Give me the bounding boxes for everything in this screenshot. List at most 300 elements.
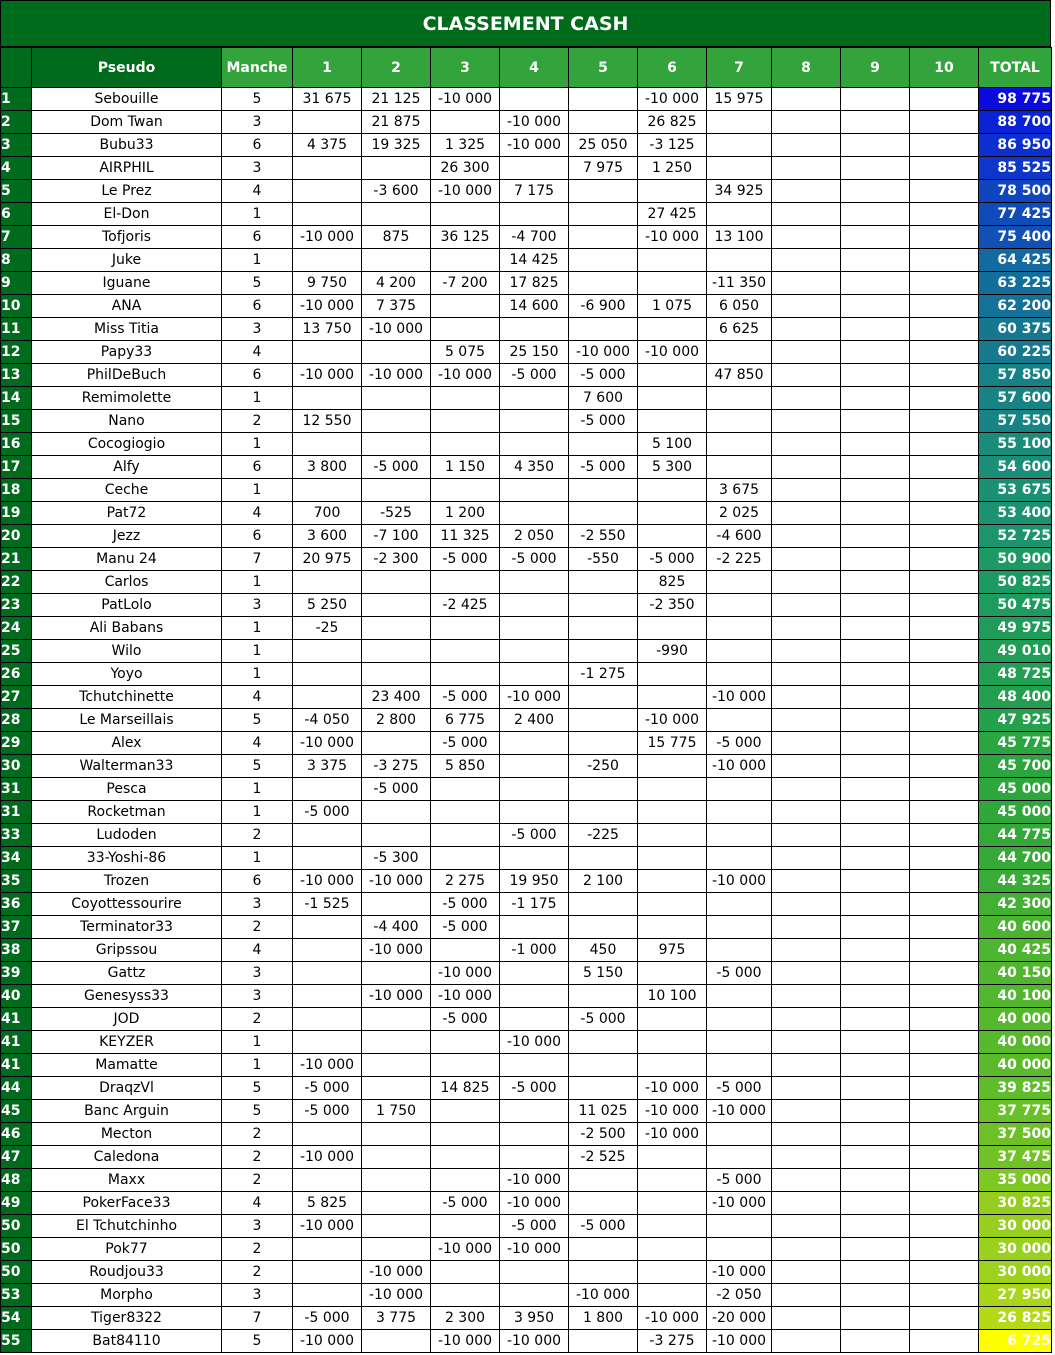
score-cell (569, 88, 638, 111)
score-cell: -5 000 (569, 364, 638, 387)
score-cell (910, 88, 979, 111)
total-cell: 45 775 (979, 732, 1052, 755)
score-cell (569, 686, 638, 709)
pseudo-cell: Terminator33 (32, 916, 222, 939)
table-row (1, 88, 1052, 111)
score-cell (772, 916, 841, 939)
table-row (1, 479, 1052, 502)
rank-cell: 41 (1, 1054, 32, 1077)
score-cell (431, 479, 500, 502)
score-cell (500, 410, 569, 433)
score-cell (362, 571, 431, 594)
round-header: 1 (293, 48, 362, 88)
score-cell (910, 709, 979, 732)
score-cell (841, 594, 910, 617)
manche-cell: 1 (222, 203, 293, 226)
score-cell (841, 916, 910, 939)
table-row (1, 640, 1052, 663)
score-cell: -10 000 (500, 1169, 569, 1192)
score-cell: 34 925 (707, 180, 772, 203)
rank-cell: 45 (1, 1100, 32, 1123)
pseudo-cell: Alfy (32, 456, 222, 479)
score-cell (772, 893, 841, 916)
score-cell (841, 1031, 910, 1054)
score-cell (910, 962, 979, 985)
score-cell (638, 1192, 707, 1215)
score-cell: -10 000 (500, 1238, 569, 1261)
score-cell (772, 709, 841, 732)
score-cell (841, 364, 910, 387)
table-row (1, 1330, 1052, 1353)
score-cell: -10 000 (638, 88, 707, 111)
score-cell: 25 050 (569, 134, 638, 157)
score-cell (569, 1077, 638, 1100)
score-cell (638, 617, 707, 640)
score-cell (841, 111, 910, 134)
score-cell: -2 225 (707, 548, 772, 571)
table-row (1, 1192, 1052, 1215)
score-cell (841, 1238, 910, 1261)
total-cell: 57 550 (979, 410, 1052, 433)
score-cell (772, 1100, 841, 1123)
rank-cell: 55 (1, 1330, 32, 1353)
score-cell: 4 350 (500, 456, 569, 479)
total-cell: 45 000 (979, 801, 1052, 824)
score-cell: 2 800 (362, 709, 431, 732)
pseudo-cell: Ludoden (32, 824, 222, 847)
table-row (1, 525, 1052, 548)
score-cell: -5 000 (569, 410, 638, 433)
rank-cell: 14 (1, 387, 32, 410)
score-cell (569, 1261, 638, 1284)
score-cell: 7 600 (569, 387, 638, 410)
manche-cell: 3 (222, 1284, 293, 1307)
score-cell (841, 502, 910, 525)
score-cell: 2 025 (707, 502, 772, 525)
manche-cell: 6 (222, 456, 293, 479)
pseudo-cell: Tiger8322 (32, 1307, 222, 1330)
total-cell: 50 475 (979, 594, 1052, 617)
score-cell (841, 479, 910, 502)
score-cell: -550 (569, 548, 638, 571)
score-cell (500, 1054, 569, 1077)
score-cell: 825 (638, 571, 707, 594)
manche-cell: 2 (222, 916, 293, 939)
score-cell (841, 456, 910, 479)
score-cell (841, 134, 910, 157)
score-cell (772, 1008, 841, 1031)
score-cell (841, 985, 910, 1008)
pseudo-cell: Pok77 (32, 1238, 222, 1261)
score-cell: -3 600 (362, 180, 431, 203)
table-row (1, 1031, 1052, 1054)
score-cell (500, 1284, 569, 1307)
score-cell (910, 249, 979, 272)
score-cell: 21 875 (362, 111, 431, 134)
score-cell (841, 318, 910, 341)
manche-cell: 5 (222, 1330, 293, 1353)
manche-cell: 4 (222, 939, 293, 962)
score-cell: -10 000 (431, 1330, 500, 1353)
score-cell (362, 640, 431, 663)
score-cell (638, 1054, 707, 1077)
score-cell (293, 663, 362, 686)
total-cell: 6 725 (979, 1330, 1052, 1353)
score-cell (431, 1031, 500, 1054)
score-cell (431, 1100, 500, 1123)
score-cell (362, 1169, 431, 1192)
pseudo-cell: Caledona (32, 1146, 222, 1169)
score-cell: 19 325 (362, 134, 431, 157)
score-cell (841, 939, 910, 962)
total-cell: 88 700 (979, 111, 1052, 134)
pseudo-cell: JOD (32, 1008, 222, 1031)
score-cell: -10 000 (293, 1054, 362, 1077)
score-cell (841, 663, 910, 686)
score-cell: -2 300 (362, 548, 431, 571)
score-cell (362, 249, 431, 272)
table-row (1, 939, 1052, 962)
manche-cell: 6 (222, 295, 293, 318)
score-cell: -10 000 (500, 111, 569, 134)
score-cell (910, 134, 979, 157)
score-cell (362, 1238, 431, 1261)
manche-cell: 4 (222, 502, 293, 525)
score-cell (362, 203, 431, 226)
score-cell (707, 916, 772, 939)
manche-cell: 1 (222, 479, 293, 502)
pseudo-cell: Bat84110 (32, 1330, 222, 1353)
score-cell (772, 571, 841, 594)
table-row (1, 1261, 1052, 1284)
score-cell: -5 300 (362, 847, 431, 870)
total-cell: 30 000 (979, 1238, 1052, 1261)
score-cell (500, 1261, 569, 1284)
score-cell (431, 433, 500, 456)
score-cell (772, 1261, 841, 1284)
score-cell (841, 1123, 910, 1146)
score-cell (638, 755, 707, 778)
score-cell (841, 295, 910, 318)
pseudo-cell: Maxx (32, 1169, 222, 1192)
score-cell (569, 318, 638, 341)
score-cell (772, 502, 841, 525)
score-cell (362, 1077, 431, 1100)
score-cell: -10 000 (293, 295, 362, 318)
score-cell (500, 847, 569, 870)
score-cell: -10 000 (569, 1284, 638, 1307)
score-cell (707, 134, 772, 157)
score-cell (362, 801, 431, 824)
score-cell: 6 775 (431, 709, 500, 732)
score-cell (910, 272, 979, 295)
score-cell: -5 000 (362, 456, 431, 479)
score-cell: -5 000 (500, 824, 569, 847)
score-cell (431, 778, 500, 801)
manche-cell: 4 (222, 686, 293, 709)
manche-cell: 1 (222, 1054, 293, 1077)
score-cell: -10 000 (638, 1100, 707, 1123)
score-cell (362, 824, 431, 847)
score-cell: 7 375 (362, 295, 431, 318)
score-cell (569, 617, 638, 640)
manche-cell: 2 (222, 1261, 293, 1284)
score-cell (772, 985, 841, 1008)
score-cell (500, 203, 569, 226)
total-cell: 54 600 (979, 456, 1052, 479)
score-cell (841, 893, 910, 916)
score-cell (772, 1192, 841, 1215)
total-cell: 62 200 (979, 295, 1052, 318)
manche-cell: 3 (222, 318, 293, 341)
score-cell (638, 1238, 707, 1261)
score-cell (707, 1146, 772, 1169)
score-cell (841, 341, 910, 364)
score-cell (910, 640, 979, 663)
table-row (1, 778, 1052, 801)
score-cell: -1 525 (293, 893, 362, 916)
round-header: 8 (772, 48, 841, 88)
score-cell (431, 571, 500, 594)
score-cell: 5 150 (569, 962, 638, 985)
score-cell: -10 000 (293, 1330, 362, 1353)
table-row (1, 502, 1052, 525)
score-cell: 20 975 (293, 548, 362, 571)
score-cell: -10 000 (638, 1077, 707, 1100)
rank-cell: 50 (1, 1238, 32, 1261)
pseudo-cell: Rocketman (32, 801, 222, 824)
manche-cell: 7 (222, 548, 293, 571)
score-cell: -4 600 (707, 525, 772, 548)
table-row (1, 1215, 1052, 1238)
score-cell (772, 1284, 841, 1307)
score-cell (841, 732, 910, 755)
score-cell (638, 893, 707, 916)
score-cell: -225 (569, 824, 638, 847)
score-cell (293, 341, 362, 364)
score-cell: -1 000 (500, 939, 569, 962)
score-cell (569, 732, 638, 755)
score-cell: -3 275 (638, 1330, 707, 1353)
score-cell (569, 571, 638, 594)
score-cell (910, 778, 979, 801)
score-cell (362, 1215, 431, 1238)
score-cell: -5 000 (707, 732, 772, 755)
score-cell: -250 (569, 755, 638, 778)
score-cell (293, 824, 362, 847)
score-cell (293, 479, 362, 502)
manche-cell: 7 (222, 1307, 293, 1330)
score-cell (910, 295, 979, 318)
rank-cell: 33 (1, 824, 32, 847)
ranking-table (0, 47, 1052, 1353)
header-row (1, 48, 1052, 88)
total-cell: 77 425 (979, 203, 1052, 226)
score-cell: -5 000 (638, 548, 707, 571)
score-cell (638, 387, 707, 410)
table-row (1, 916, 1052, 939)
total-cell: 44 700 (979, 847, 1052, 870)
score-cell (772, 1330, 841, 1353)
score-cell (910, 111, 979, 134)
rank-cell: 8 (1, 249, 32, 272)
total-cell: 40 000 (979, 1054, 1052, 1077)
score-cell (772, 778, 841, 801)
score-cell (362, 732, 431, 755)
total-cell: 47 925 (979, 709, 1052, 732)
score-cell (569, 594, 638, 617)
score-cell (910, 893, 979, 916)
score-cell: -4 400 (362, 916, 431, 939)
score-cell (772, 157, 841, 180)
score-cell: -1 175 (500, 893, 569, 916)
score-cell (841, 387, 910, 410)
score-cell: -5 000 (431, 893, 500, 916)
score-cell (910, 1169, 979, 1192)
rank-cell: 9 (1, 272, 32, 295)
score-cell (772, 1146, 841, 1169)
pseudo-cell: El Tchutchinho (32, 1215, 222, 1238)
score-cell: 5 300 (638, 456, 707, 479)
score-cell (707, 801, 772, 824)
score-cell: -5 000 (500, 548, 569, 571)
manche-cell: 3 (222, 111, 293, 134)
score-cell: 14 600 (500, 295, 569, 318)
score-cell (910, 571, 979, 594)
score-cell: -525 (362, 502, 431, 525)
manche-cell: 1 (222, 778, 293, 801)
score-cell: 6 050 (707, 295, 772, 318)
score-cell (569, 1192, 638, 1215)
pseudo-cell: Manu 24 (32, 548, 222, 571)
score-cell (910, 1307, 979, 1330)
score-cell: -10 000 (500, 134, 569, 157)
rank-cell: 44 (1, 1077, 32, 1100)
table-row (1, 709, 1052, 732)
rank-cell: 29 (1, 732, 32, 755)
manche-cell: 2 (222, 824, 293, 847)
score-cell (431, 1054, 500, 1077)
score-cell (569, 203, 638, 226)
manche-cell: 1 (222, 1031, 293, 1054)
total-cell: 50 825 (979, 571, 1052, 594)
score-cell (707, 571, 772, 594)
score-cell (841, 1307, 910, 1330)
score-cell (431, 111, 500, 134)
round-header: 2 (362, 48, 431, 88)
score-cell: 26 300 (431, 157, 500, 180)
score-cell (431, 1261, 500, 1284)
pseudo-cell: Mecton (32, 1123, 222, 1146)
manche-cell: 1 (222, 663, 293, 686)
manche-cell: 3 (222, 985, 293, 1008)
score-cell (910, 1100, 979, 1123)
score-cell (707, 433, 772, 456)
manche-cell: 1 (222, 847, 293, 870)
score-cell (772, 88, 841, 111)
manche-cell: 5 (222, 1100, 293, 1123)
score-cell (841, 824, 910, 847)
score-cell (500, 916, 569, 939)
pseudo-cell: KEYZER (32, 1031, 222, 1054)
score-cell: -5 000 (707, 962, 772, 985)
score-cell (841, 1330, 910, 1353)
table-row (1, 870, 1052, 893)
score-cell: -5 000 (569, 1215, 638, 1238)
score-cell (772, 249, 841, 272)
total-cell: 55 100 (979, 433, 1052, 456)
total-cell: 75 400 (979, 226, 1052, 249)
total-cell: 37 500 (979, 1123, 1052, 1146)
total-cell: 49 975 (979, 617, 1052, 640)
score-cell (293, 916, 362, 939)
score-cell (638, 410, 707, 433)
total-cell: 45 000 (979, 778, 1052, 801)
score-cell (293, 985, 362, 1008)
score-cell: -5 000 (500, 364, 569, 387)
score-cell (910, 433, 979, 456)
score-cell (500, 962, 569, 985)
score-cell (500, 640, 569, 663)
total-cell: 78 500 (979, 180, 1052, 203)
score-cell (569, 180, 638, 203)
table-row (1, 548, 1052, 571)
score-cell (910, 456, 979, 479)
rank-cell: 36 (1, 893, 32, 916)
total-cell: 60 225 (979, 341, 1052, 364)
score-cell (707, 824, 772, 847)
score-cell: 26 825 (638, 111, 707, 134)
round-header: 9 (841, 48, 910, 88)
table-row (1, 962, 1052, 985)
manche-cell: 5 (222, 755, 293, 778)
score-cell: -6 900 (569, 295, 638, 318)
total-cell: 30 825 (979, 1192, 1052, 1215)
score-cell: 9 750 (293, 272, 362, 295)
score-cell (293, 203, 362, 226)
score-cell: 31 675 (293, 88, 362, 111)
score-cell (841, 88, 910, 111)
score-cell (500, 479, 569, 502)
score-cell (431, 801, 500, 824)
rank-cell: 4 (1, 157, 32, 180)
score-cell: 23 400 (362, 686, 431, 709)
score-cell (707, 203, 772, 226)
table-row (1, 433, 1052, 456)
round-header: 3 (431, 48, 500, 88)
score-cell: -5 000 (500, 1077, 569, 1100)
score-cell: 1 325 (431, 134, 500, 157)
score-cell (500, 594, 569, 617)
total-cell: 30 000 (979, 1215, 1052, 1238)
score-cell (362, 594, 431, 617)
score-cell (910, 1261, 979, 1284)
score-cell (707, 1238, 772, 1261)
score-cell (841, 640, 910, 663)
score-cell: -10 000 (707, 1261, 772, 1284)
total-cell: 63 225 (979, 272, 1052, 295)
score-cell (772, 686, 841, 709)
score-cell (772, 548, 841, 571)
score-cell (500, 778, 569, 801)
score-cell: 3 775 (362, 1307, 431, 1330)
score-cell (841, 847, 910, 870)
score-cell (772, 525, 841, 548)
pseudo-cell: AIRPHIL (32, 157, 222, 180)
score-cell: 25 150 (500, 341, 569, 364)
pseudo-cell: PokerFace33 (32, 1192, 222, 1215)
score-cell (772, 1031, 841, 1054)
